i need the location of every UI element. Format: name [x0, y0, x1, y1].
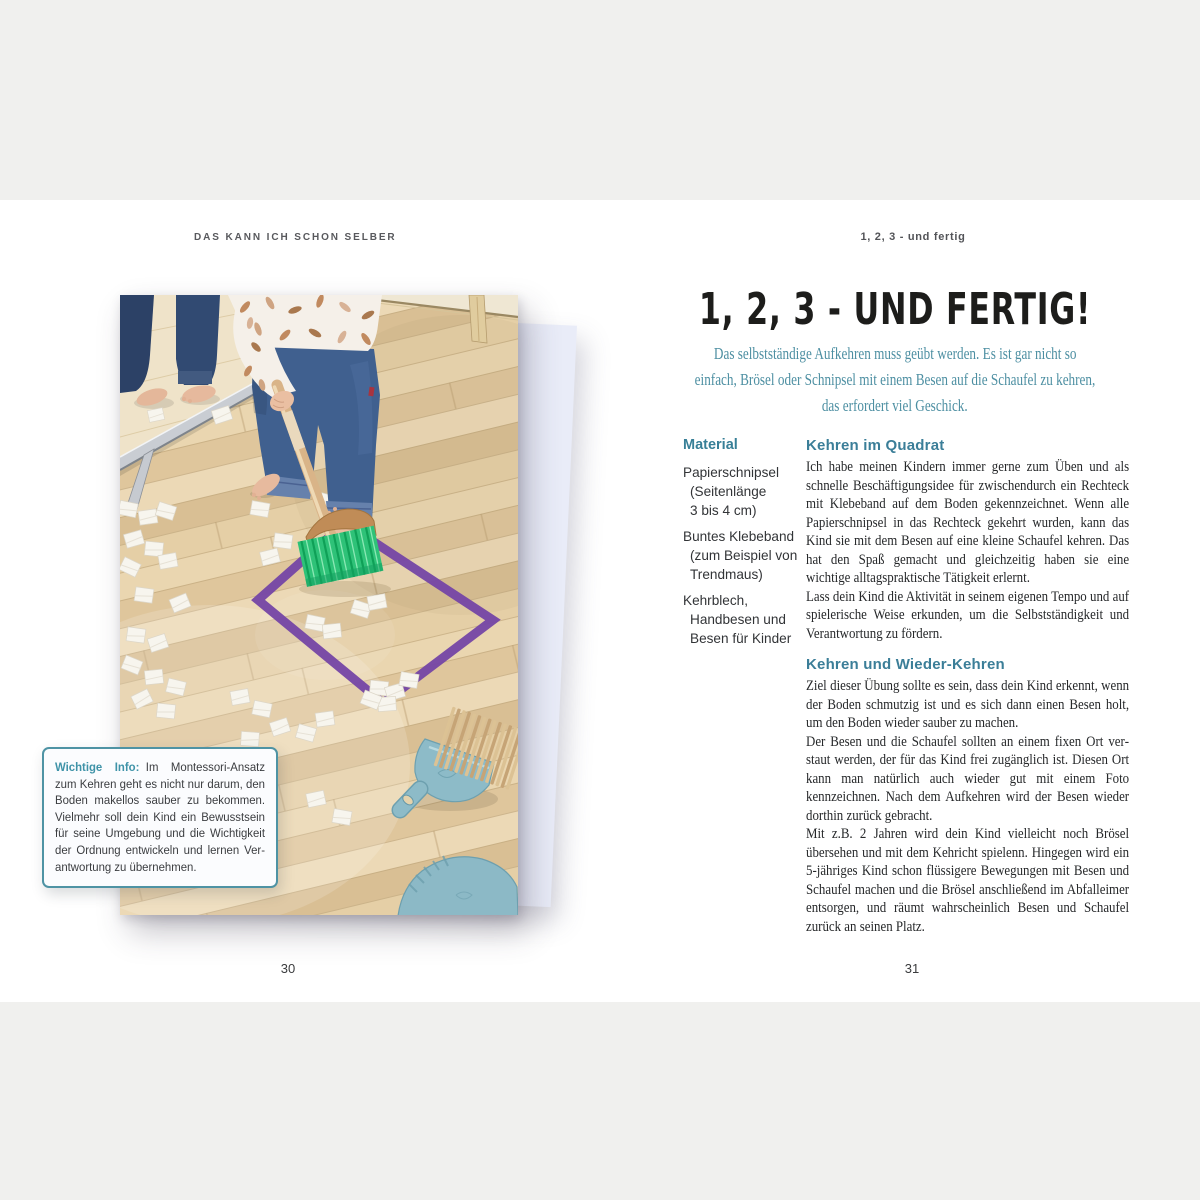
info-box-body: Im Montessori-Ansatz zum Kehren geht es nicht nur darum, den Boden makellos sauber zu bekommen. Vielmehr soll dein Kind ein Bewusstsein für seine Umgebung und die Wichtigkeit der Ordnung entwickeln und lernen Verantwortung zu übernehmen. — [55, 760, 266, 874]
material-item: Kehrblech, Handbesen und Besen für Kinder — [683, 593, 792, 646]
info-box — [42, 747, 278, 888]
chapter-title: 1, 2, 3 - UND FERTIG! — [698, 284, 1092, 335]
top-gray-band — [0, 0, 1200, 200]
info-box-label: Wichtige Info: — [55, 760, 140, 774]
intro-line: einfach, Brösel oder Schnipsel mit einem Besen auf die Schaufel zu kehren, — [694, 370, 1096, 389]
material-item: Papierschnipsel (Seitenlänge 3 bis 4 cm) — [683, 465, 779, 518]
section-kehren-und-wieder-kehren — [806, 656, 1176, 936]
section-kehren-im-quadrat — [806, 437, 1176, 643]
running-header-right: 1, 2, 3 - und fertig — [860, 231, 966, 243]
section-paragraph: Ziel dieser Übung sollte es sein, dass dein Kind erkennt, wenn der Boden schmutzig ist und es sich dann einen Besen holt, um den Boden wieder sauber zu machen. — [806, 678, 1130, 731]
material-item: Buntes Klebeband (zum Beispiel von Trendmaus) — [683, 529, 798, 582]
info-box-text — [55, 759, 265, 875]
running-header-left: DAS KANN ICH SCHON SELBER — [194, 232, 397, 243]
material-list — [683, 437, 805, 655]
section-paragraph: Lass dein Kind die Aktivität in seinem eigenen Tempo und auf spielerische Weise erkunden, um die Selbstständigkeit und Verantwortung zu fördern. — [806, 588, 1130, 642]
section-paragraph: Ich habe meinen Kindern immer gerne zum Üben und als schnelle Beschäftigungsidee für zwischendurch ein Rechteck mit Klebeband auf dem Boden gekennzeichnet. Wenn alle Papierschnipsel in das Rechteck gekehrt wurden, kann das Kind sie mit dem Besen auf eine kleine Schaufel kehren. Das hat den Spaß gemacht und gleichzeitig haben sie eine wichtige alltagspraktische Tätigkeit erlernt. — [806, 459, 1130, 586]
section-heading: Kehren im Quadrat — [806, 437, 945, 454]
material-heading: Material — [683, 437, 738, 453]
article-column — [806, 437, 1176, 936]
page-number-right: 31 — [904, 961, 920, 976]
section-paragraph: Der Besen und die Schaufel sollten an einem fixen Ort verstaut werden, der für das Kind frei zugänglich ist. Diesen Ort kann man natürlich auch wieder gut mit einem Foto kennzeichnen. Nach dem Aufkehren wird der Besen wieder dorthin zurück gebracht. — [806, 733, 1130, 824]
intro-line: Das selbstständige Aufkehren muss geübt werden. Es ist gar nicht so — [713, 344, 1077, 363]
intro-line: das erfordert viel Geschick. — [822, 396, 968, 415]
section-heading: Kehren und Wieder-Kehren — [806, 656, 1005, 673]
page-number-left: 30 — [280, 961, 296, 976]
section-paragraph: Mit z.B. 2 Jahren wird dein Kind vielleicht noch Brösel übersehen und mit dem Kehricht spielenn. Hingegen wird ein 5-jähriges Kind schon flüssigere Bewegungen mit Besen und Schaufel machen und die Brösel anschließend im Abfalleimer entsorgen, und räumt wahrscheinlich Besen und Schaufel zurück an seinen Platz. — [806, 826, 1130, 935]
bottom-gray-band — [0, 1002, 1200, 1200]
intro-text — [645, 341, 1146, 419]
